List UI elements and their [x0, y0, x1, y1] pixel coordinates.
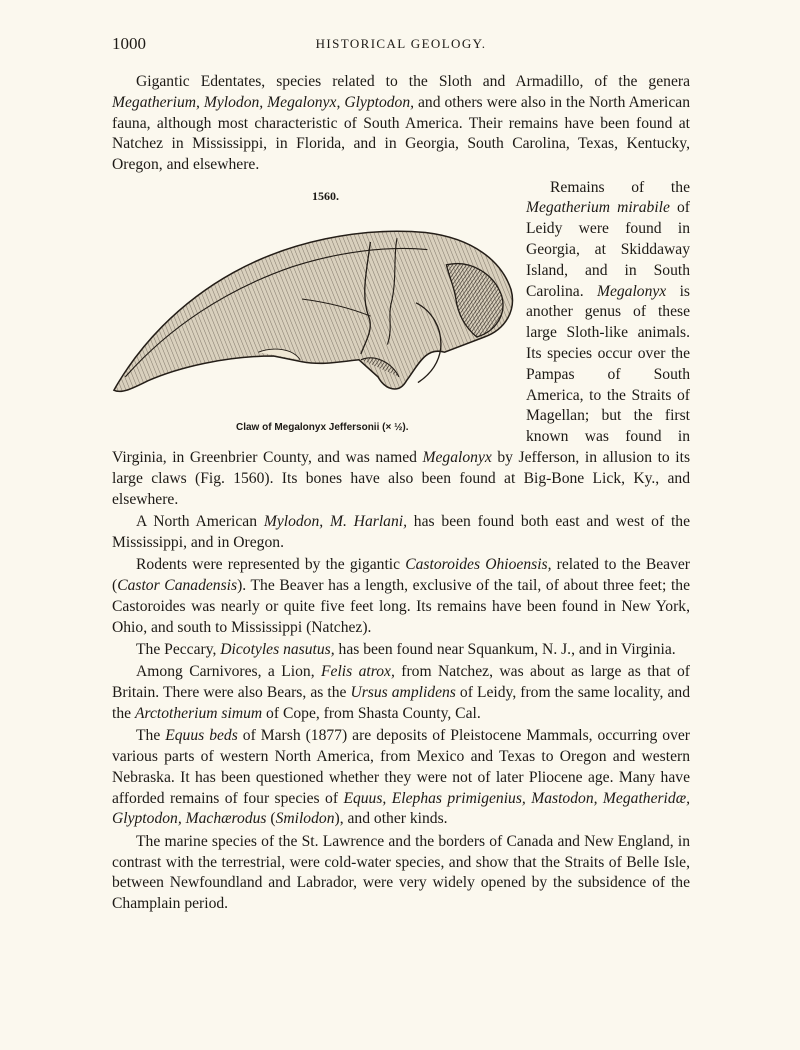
- text-run: from Natchez, was about as large as that of Britain. There were also Bears, as the: [112, 663, 690, 702]
- page-number: 1000: [112, 34, 146, 53]
- text-run: of Leidy were found in Georgia, at Skiddaway Island, and in South Carolina.: [526, 199, 690, 300]
- text-run: The: [136, 727, 166, 745]
- italic-term: Felis atrox,: [321, 663, 395, 681]
- text-run: by Jefferson, in allusion to its large claws (Fig. 1560). Its bones have also been found at Big-Bone Lick, Ky., and elsewhere.: [112, 448, 691, 508]
- text-run: of Marsh (1877) are deposits of Pleistocene Mammals, occurring over various parts of western North America, from Mexico and Texas to Oregon and western Nebraska. It has been questioned whether they were not of later Pliocene age. Many have afforded remains of four species of: [112, 727, 690, 807]
- figure-1560: [112, 180, 516, 438]
- text-run: related to the Beaver (: [112, 556, 690, 594]
- figure-caption: Claw of Megalonyx Jeffersonii (× ½).: [236, 421, 409, 433]
- text-run: and others were also in the North American fauna, although most characteristic of South America. Their remains have been found at Natchez in Mississippi, in Florida, and in Georgia, South Carolina, Texas, Kentucky, Oregon, and elsewhere.: [112, 93, 690, 174]
- italic-term: Arctotherium simum: [134, 704, 263, 722]
- text-run: of Leidy, from the same locality, and the: [112, 684, 691, 722]
- italic-term: Castor Canadensis: [117, 576, 238, 594]
- paragraph-equus-beds: [112, 726, 690, 830]
- paragraph-mylodon: [112, 512, 690, 554]
- text-run: has been found near Squankum, N. J., and in Virginia.: [334, 640, 676, 658]
- figure-number: 1560.: [312, 188, 339, 203]
- text-run: Among Carnivores, a Lion,: [136, 663, 322, 681]
- body-text: [112, 72, 690, 917]
- italic-term: Equus, Elephas primigenius, Mastodon, Megatheridæ, Glyptodon, Machærodus: [112, 789, 690, 828]
- italic-term: Dicotyles nasutus,: [220, 640, 335, 658]
- italic-term: Megatherium, Mylodon, Megalonyx, Glyptodon,: [112, 93, 415, 111]
- text-run: A North American: [136, 512, 264, 530]
- text-run: ), and other kinds.: [334, 810, 448, 828]
- paragraph-megalonyx: [112, 178, 690, 511]
- italic-term: Mylodon, M. Harlani,: [263, 512, 407, 530]
- text-run: has been found both east and west of the Mississippi, and in Oregon.: [112, 512, 691, 551]
- text-run: Remains of the: [550, 178, 690, 196]
- paragraph-peccary: [112, 640, 690, 661]
- text-run: Rodents were represented by the gigantic: [136, 556, 406, 574]
- italic-term: Ursus amplidens: [350, 684, 456, 702]
- paragraph-edentates: [112, 72, 690, 176]
- text-run: ). The Beaver has a length, exclusive of the tail, of about three feet; the Castoroides was nearly or quite five feet long. Its remains have been found in New York, Ohio, and south to Mississippi (Natchez).: [112, 576, 690, 636]
- text-run: (: [266, 810, 276, 828]
- paragraph-marine-species: [112, 832, 690, 915]
- text-run: is another genus of these large Sloth-like animals. Its species occur over the Pampas of South America, to the Straits of Magellan; but the first known was found in Virginia, in Greenbrier County, and was named: [112, 282, 690, 466]
- page-header: [112, 34, 690, 54]
- italic-term: Megalonyx: [422, 448, 492, 466]
- text-run: of Cope, from Shasta County, Cal.: [262, 704, 481, 722]
- text-run: The Peccary,: [136, 640, 221, 658]
- italic-term: Smilodon: [275, 810, 335, 828]
- text-run: The marine species of the St. Lawrence and the borders of Canada and New England, in contrast with the terrestrial, were cold-water species, and show that the Straits of Belle Isle, between Newfoundland and Labrador, were very widely opened by the subsidence of the Champlain period.: [112, 832, 690, 913]
- paragraph-carnivores: [112, 662, 690, 724]
- italic-term: Equus beds: [165, 727, 238, 745]
- paragraph-rodents: [112, 555, 690, 638]
- italic-term: Castoroides Ohioensis,: [405, 556, 552, 574]
- italic-term: Megatherium mirabile: [526, 199, 670, 217]
- running-title: HISTORICAL GEOLOGY.: [315, 36, 487, 51]
- text-run: Gigantic Edentates, species related to the Sloth and Armadillo, of the genera: [136, 73, 690, 90]
- italic-term: Megalonyx: [596, 282, 667, 300]
- megalonyx-claw-illustration: [112, 204, 516, 414]
